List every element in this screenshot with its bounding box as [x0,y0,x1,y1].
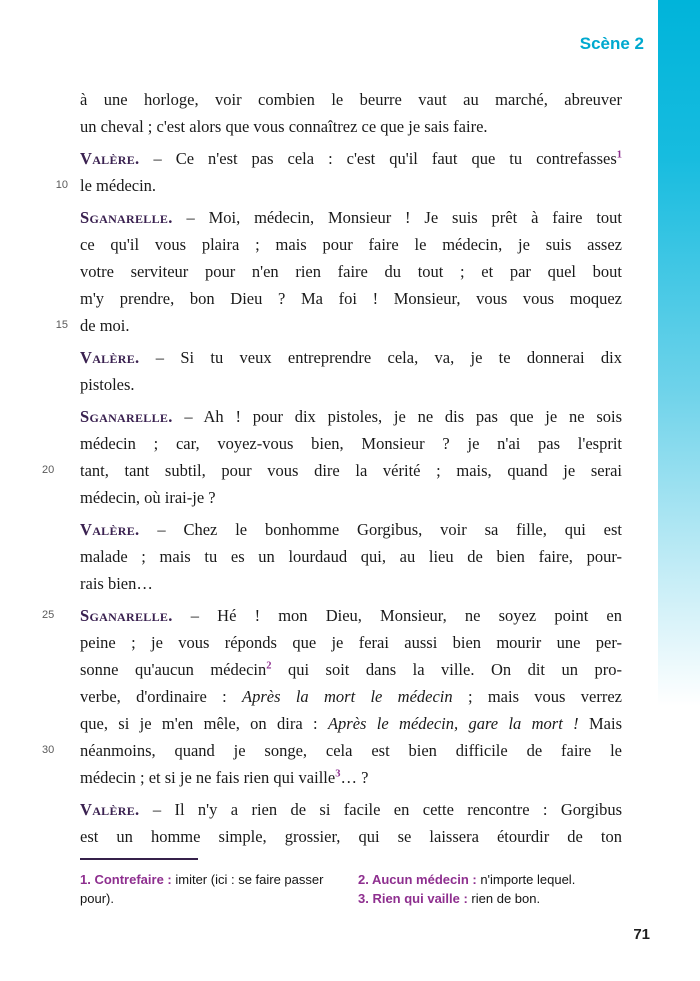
body-line [80,204,622,231]
footnotes-column-right [358,870,628,908]
footnote-term: 3. Rien qui vaille : [358,891,468,906]
body-line [42,457,622,484]
speaker-name: Valère. [80,800,140,819]
footnote-item [358,889,628,908]
text-segment: – Hé ! mon Dieu, Monsieur, ne soyez point en [172,606,622,625]
text-segment: … ? [340,768,369,787]
text-segment: – Moi, médecin, Monsieur ! Je suis prêt à faire tout [172,208,622,227]
text-segment: peine ; je vous réponds que je ferai aussi bien mourir une per- [80,633,622,652]
speaker-name: Valère. [80,149,140,168]
text-segment: de moi. [80,316,130,335]
text-segment: malade ; mais tu es un lourdaud qui, au lieu de bien faire, pour- [80,547,622,566]
body-line [80,764,622,791]
line-number: 25 [42,609,55,621]
footnote-ref: 2 [266,660,272,672]
body-line [80,629,622,656]
footnote-ref: 3 [335,768,341,780]
body-line [55,312,622,339]
text-segment: – Il n'y a rien de si facile en cette rencontre : Gorgibus [139,800,622,819]
footnote-term: 1. Contrefaire : [80,872,172,887]
text-segment: médecin ; et si je ne fais rien qui vaille [80,768,336,787]
body-line [80,484,622,511]
footnotes-section [80,870,628,908]
text-segment: que, si je m'en mêle, on dira : [80,714,328,733]
body-line [80,570,622,597]
paragraph [80,516,622,597]
text-segment: – Chez le bonhomme Gorgibus, voir sa fille, qui est [139,520,622,539]
body-line [80,113,622,140]
text-segment: un cheval ; c'est alors que vous connaîtrez ce que je sais faire. [80,117,488,136]
footnote-term: 2. Aucun médecin : [358,872,477,887]
body-line [80,543,622,570]
line-number: 10 [55,179,68,191]
body-line [80,796,622,823]
footnote-item [358,870,628,889]
paragraph [42,403,622,511]
text-segment: le médecin. [80,176,157,195]
body-line [80,86,622,113]
speaker-name: Valère. [80,520,140,539]
body-line [80,656,622,683]
accent-gradient-bar [658,0,700,981]
footnote-ref: 1 [616,149,622,161]
scene-header: Scène 2 [579,34,644,53]
body-line [80,258,622,285]
text-block [42,86,623,855]
italic-text-segment: Après la mort le médecin [242,687,453,706]
footnote-definition: rien de bon. [467,891,541,906]
text-segment: votre serviteur pour n'en rien faire du tout ; et par quel bout [80,262,622,281]
body-line [80,403,622,430]
text-segment: médecin ; car, voyez-vous bien, Monsieur ? je n'ai pas l'esprit [80,434,622,453]
text-segment: – Si tu veux entreprendre cela, va, je te donnerai dix [139,348,622,367]
text-segment: m'y prendre, bon Dieu ? Ma foi ! Monsieur, vous vous moquez [80,289,622,308]
body-line [42,737,622,764]
text-segment: Mais [578,714,623,733]
speaker-name: Sganarelle. [80,606,173,625]
body-line [80,823,622,850]
line-number: 15 [55,319,68,331]
text-segment: à une horloge, voir combien le beurre vaut au marché, abreuver [80,90,622,109]
body-line [80,285,622,312]
paragraph [55,204,622,339]
text-segment: ce qu'il vous plaira ; mais pour faire le médecin, je suis assez [80,235,622,254]
text-segment: ; mais vous verrez [452,687,622,706]
page-number: 71 [633,926,650,943]
text-segment: médecin, où irai-je ? [80,488,216,507]
text-segment: verbe, d'ordinaire : [80,687,243,706]
body-line [80,683,622,710]
text-segment: est un homme simple, grossier, qui se laissera étourdir de ton [80,827,622,846]
text-segment: rais bien… [80,574,153,593]
text-segment: pistoles. [80,375,135,394]
line-number: 20 [42,464,55,476]
italic-text-segment: Après le médecin, gare la mort ! [327,714,579,733]
text-segment: – Ah ! pour dix pistoles, je ne dis pas que je ne sois [172,407,622,426]
body-line [42,602,622,629]
footnote-divider [80,858,198,860]
text-segment: néanmoins, quand je songe, cela est bien difficile de faire le [80,741,622,760]
body-line [55,172,622,199]
speaker-name: Valère. [80,348,140,367]
footnote-item [80,870,330,908]
body-line [80,145,622,172]
body-line [80,371,622,398]
paragraph [55,145,622,199]
speaker-name: Sganarelle. [80,208,173,227]
body-line [80,710,622,737]
paragraph [42,602,623,791]
text-segment: – Ce n'est pas cela : c'est qu'il faut que tu contrefasses [139,149,617,168]
body-line [80,430,622,457]
body-line [80,344,622,371]
paragraph [80,86,622,140]
footnote-definition: imiter (ici : se faire passer pour). [80,872,324,906]
body-line [80,231,622,258]
text-segment: qui soit dans la ville. On dit un pro- [271,660,622,679]
paragraph [80,796,622,850]
line-number: 30 [42,744,55,756]
body-line [80,516,622,543]
text-segment: tant, tant subtil, pour vous dire la vérité ; mais, quand je serai [80,461,622,480]
paragraph [80,344,622,398]
speaker-name: Sganarelle. [80,407,173,426]
footnote-definition: n'importe lequel. [476,872,576,887]
text-segment: sonne qu'aucun médecin [80,660,267,679]
footnotes-column-left [80,870,330,908]
